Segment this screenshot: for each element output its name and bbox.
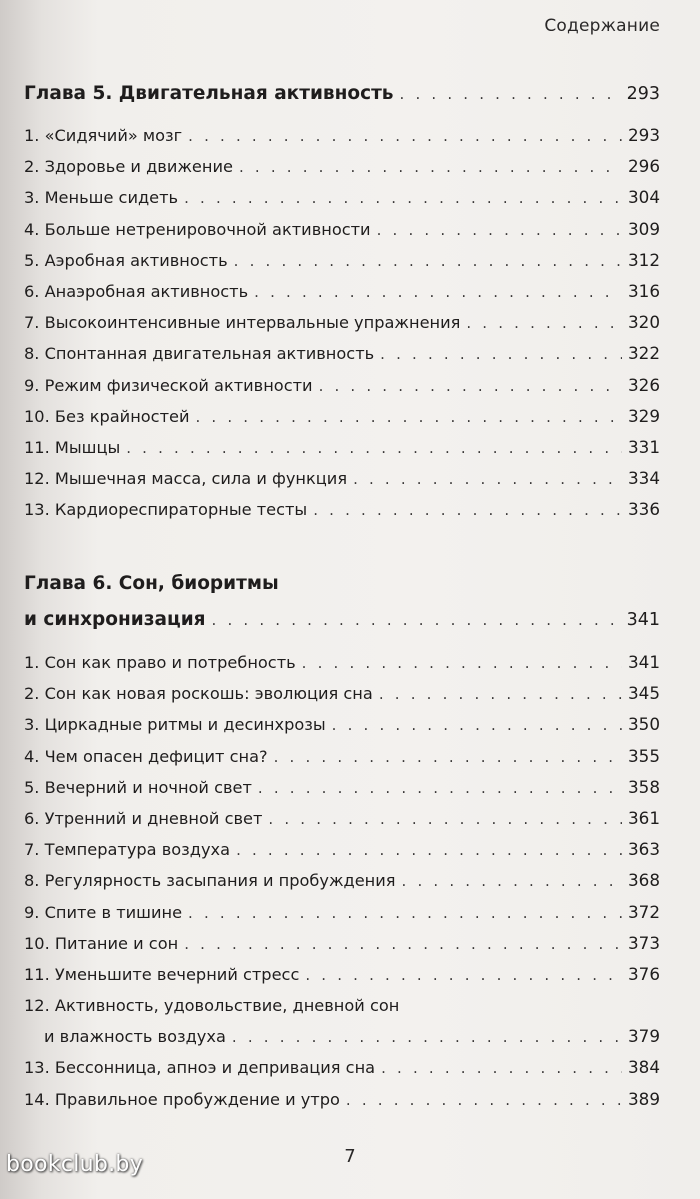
entry-page: 341 (627, 652, 660, 672)
entry-page: 312 (627, 249, 660, 270)
toc-entry[interactable] (24, 494, 660, 525)
toc-entry[interactable] (24, 709, 660, 740)
watermark: bookclub.by (6, 1152, 144, 1177)
entry-title: 13. Бессонница, апноэ и депривация сна (24, 1058, 376, 1078)
toc-entry[interactable] (24, 959, 660, 990)
toc-entry[interactable] (24, 276, 660, 307)
toc-entry[interactable] (24, 647, 660, 678)
toc-entry[interactable] (24, 307, 660, 338)
dot-leader (188, 898, 622, 929)
dot-leader (381, 1053, 622, 1084)
entry-title: 10. Без крайностей (24, 406, 190, 426)
dot-leader (400, 78, 621, 110)
entry-page: 384 (627, 1057, 660, 1078)
entry-title: 13. Кардиореспираторные тесты (24, 500, 308, 520)
entry-page: 326 (627, 374, 660, 395)
dot-leader (379, 679, 622, 710)
toc-entry[interactable] (24, 834, 660, 865)
entry-page: 373 (627, 932, 660, 953)
entry-page: 304 (627, 187, 660, 208)
entry-title-cont: и влажность воздуха (44, 1027, 226, 1047)
toc-entry[interactable] (24, 401, 660, 432)
chapter-title: Глава 5. Двигательная активность (24, 83, 394, 104)
entry-page: 296 (627, 156, 660, 177)
entry-title: 5. Вечерний и ночной свет (24, 777, 252, 797)
chapter-5-heading (24, 78, 660, 110)
entry-title: 7. Температура воздуха (24, 840, 231, 860)
entry-title: 7. Высокоинтенсивные интервальные упражнения (24, 313, 461, 333)
toc-entry[interactable] (24, 865, 660, 896)
toc-entry[interactable] (24, 245, 660, 276)
entry-title: 6. Утренний и дневной свет (24, 808, 263, 828)
toc-entry[interactable] (24, 1052, 660, 1083)
dot-leader (232, 1022, 622, 1053)
dot-leader (236, 835, 622, 866)
dot-leader (184, 929, 622, 960)
dot-leader (254, 277, 622, 308)
toc-entry-continuation[interactable] (24, 1021, 660, 1052)
toc-entry[interactable] (24, 120, 660, 151)
entry-page: 358 (627, 776, 660, 797)
entry-title: 3. Меньше сидеть (24, 188, 179, 208)
entry-title: 11. Мышцы (24, 437, 121, 457)
entry-title: 3. Циркадные ритмы и десинхрозы (24, 715, 326, 735)
toc-entry[interactable] (24, 803, 660, 834)
dot-leader (319, 371, 622, 402)
toc-entry[interactable] (24, 214, 660, 245)
entry-page: 376 (627, 963, 660, 984)
page-number: 7 (344, 1146, 356, 1167)
entry-title: 10. Питание и сон (24, 933, 179, 953)
toc-entry[interactable] (24, 1084, 660, 1115)
toc-entry[interactable] (24, 338, 660, 369)
entry-title: 8. Спонтанная двигательная активность (24, 344, 375, 364)
entry-page: 379 (627, 1026, 660, 1047)
toc-entry[interactable] (24, 370, 660, 401)
entry-page: 329 (627, 405, 660, 426)
dot-leader (313, 495, 622, 526)
entry-title: 9. Спите в тишине (24, 902, 183, 922)
entry-page: 355 (627, 745, 660, 766)
entry-page: 334 (627, 468, 660, 489)
entry-title: 6. Анаэробная активность (24, 281, 249, 301)
chapter-6-entries (24, 647, 660, 1115)
entry-title: 9. Режим физической активности (24, 375, 313, 395)
entry-title: 5. Аэробная активность (24, 250, 228, 270)
dot-leader (466, 308, 622, 339)
dot-leader (234, 246, 622, 277)
entry-title: 14. Правильное пробуждение и утро (24, 1089, 340, 1109)
chapter-5-entries (24, 120, 660, 525)
toc-entry[interactable] (24, 741, 660, 772)
chapter-6-heading (24, 568, 660, 636)
chapter-page: 293 (626, 84, 660, 104)
entry-page: 363 (627, 839, 660, 860)
entry-title: 11. Уменьшите вечерний стресс (24, 964, 300, 984)
entry-page: 322 (627, 343, 660, 364)
dot-leader (353, 464, 622, 495)
toc-entry[interactable] (24, 151, 660, 182)
entry-page: 350 (627, 714, 660, 735)
running-header: Содержание (544, 16, 660, 36)
entry-page: 336 (627, 499, 660, 520)
chapter-title: Глава 6. Сон, биоритмы (24, 573, 279, 594)
entry-title: 2. Здоровье и движение (24, 157, 233, 177)
entry-page: 331 (627, 436, 660, 457)
entry-page: 316 (627, 280, 660, 301)
dot-leader (332, 710, 622, 741)
dot-leader (212, 604, 621, 636)
dot-leader (346, 1085, 622, 1116)
dot-leader (239, 152, 622, 183)
toc-entry[interactable] (24, 432, 660, 463)
dot-leader (258, 773, 622, 804)
entry-page: 320 (627, 312, 660, 333)
dot-leader (184, 183, 622, 214)
entry-page: 361 (627, 807, 660, 828)
toc-entry[interactable] (24, 678, 660, 709)
toc-entry[interactable] (24, 463, 660, 494)
entry-page: 372 (627, 901, 660, 922)
entry-title: 1. Сон как право и потребность (24, 653, 296, 672)
entry-title: 4. Чем опасен дефицит сна? (24, 746, 268, 766)
entry-page: 309 (627, 218, 660, 239)
dot-leader (196, 402, 622, 433)
entry-title: 8. Регулярность засыпания и пробуждения (24, 871, 396, 891)
entry-page: 293 (627, 125, 660, 145)
entry-page: 345 (627, 683, 660, 704)
entry-title: 4. Больше нетренировочной активности (24, 219, 371, 239)
dot-leader (302, 648, 622, 679)
dot-leader (377, 215, 622, 246)
entry-title: 2. Сон как новая роскошь: эволюция сна (24, 684, 373, 704)
toc-entry[interactable] (24, 928, 660, 959)
entry-page: 368 (627, 870, 660, 891)
entry-title: 1. «Сидячий» мозг (24, 126, 183, 145)
toc-entry[interactable] (24, 772, 660, 803)
toc-entry[interactable] (24, 897, 660, 928)
chapter-page: 341 (626, 610, 660, 630)
toc-entry[interactable] (24, 182, 660, 213)
dot-leader (126, 433, 622, 464)
dot-leader (188, 121, 622, 152)
entry-title: 12. Мышечная масса, сила и функция (24, 469, 348, 489)
chapter-title-cont: и синхронизация (24, 609, 206, 630)
dot-leader (380, 339, 622, 370)
entry-title: 12. Активность, удовольствие, дневной сон (24, 996, 400, 1016)
dot-leader (274, 742, 622, 773)
dot-leader (268, 804, 622, 835)
dot-leader (305, 960, 622, 991)
entry-page: 389 (627, 1088, 660, 1109)
toc-entry[interactable] (24, 990, 660, 1021)
dot-leader (402, 866, 622, 897)
